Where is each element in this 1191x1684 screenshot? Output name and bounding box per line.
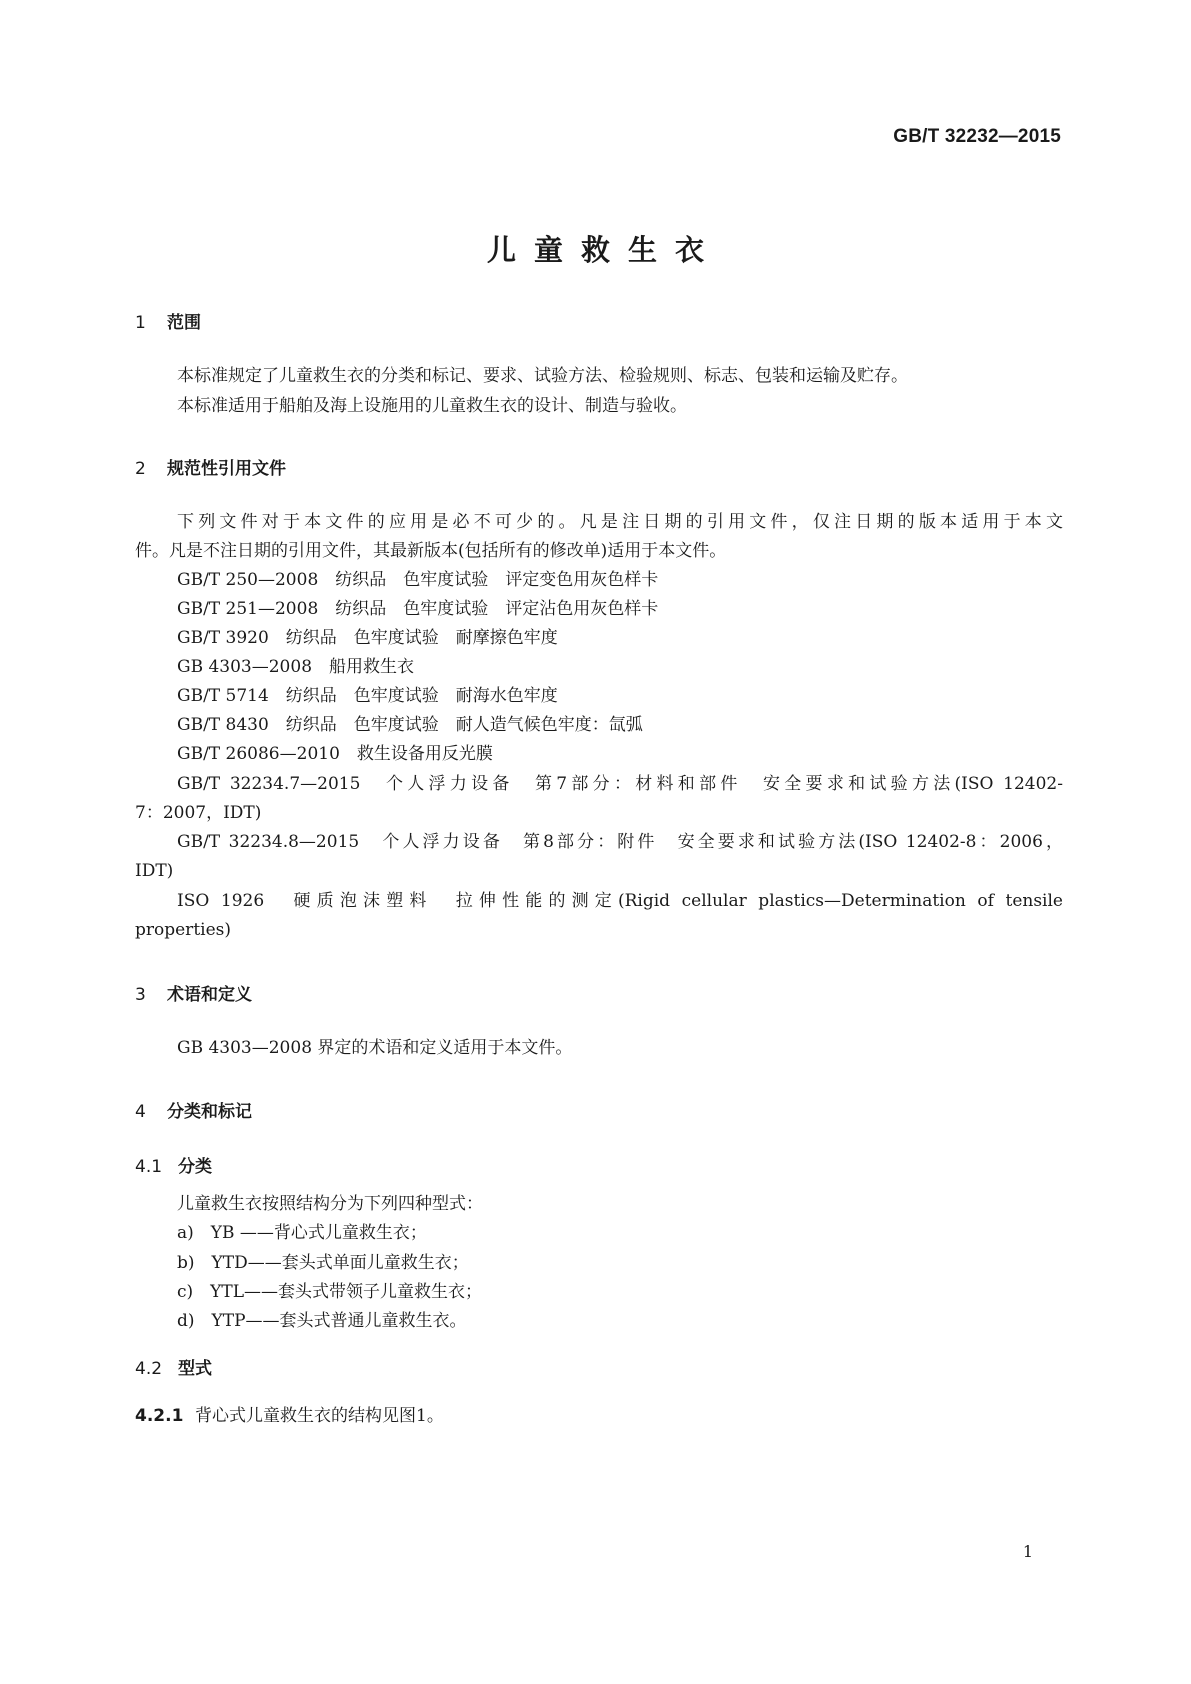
paragraph-continuation: 件。凡是不注日期的引用文件，其最新版本(包括所有的修改单)适用于本文件。 xyxy=(135,541,727,561)
paragraph: 本标准规定了儿童救生衣的分类和标记、要求、试验方法、检验规则、标志、包装和运输及贮存。 xyxy=(177,366,908,386)
clause-text: 背心式儿童救生衣的结构见图1。 xyxy=(195,1406,444,1426)
section-title: 分类和标记 xyxy=(167,1102,252,1122)
section-title: 范围 xyxy=(167,313,201,333)
clause-4-2-1 xyxy=(135,1401,444,1426)
reference-item: GB/T 5714 纺织品 色牢度试验 耐海水色牢度 xyxy=(177,686,558,706)
section-number: 4 xyxy=(135,1102,146,1122)
paragraph: GB 4303—2008 界定的术语和定义适用于本文件。 xyxy=(177,1038,573,1058)
paragraph: 本标准适用于船舶及海上设施用的儿童救生衣的设计、制造与验收。 xyxy=(177,396,687,416)
section-1-heading xyxy=(135,308,201,333)
section-title: 规范性引用文件 xyxy=(167,459,286,479)
subsection-number: 4.2 xyxy=(135,1359,163,1379)
reference-item-continuation: IDT) xyxy=(135,861,174,881)
paragraph: 儿童救生衣按照结构分为下列四种型式： xyxy=(177,1194,483,1214)
reference-item-continuation: properties) xyxy=(135,920,231,940)
subsection-number: 4.1 xyxy=(135,1157,163,1177)
list-item: d) YTP——套头式普通儿童救生衣。 xyxy=(177,1311,467,1331)
subsection-4-2-heading xyxy=(135,1354,212,1379)
list-item: c) YTL——套头式带领子儿童救生衣； xyxy=(177,1282,483,1302)
reference-item: GB/T 32234.7—2015 个人浮力设备 第7部分：材料和部件 安全要求和试验方法(ISO 12402- xyxy=(177,774,1063,794)
reference-item: GB/T 3920 纺织品 色牢度试验 耐摩擦色牢度 xyxy=(177,628,558,648)
clause-number: 4.2.1 xyxy=(135,1406,184,1426)
section-title: 术语和定义 xyxy=(167,985,252,1005)
section-4-heading xyxy=(135,1097,252,1122)
reference-item: GB/T 8430 纺织品 色牢度试验 耐人造气候色牢度：氙弧 xyxy=(177,715,643,735)
section-3-heading xyxy=(135,980,252,1005)
subsection-title: 型式 xyxy=(178,1359,212,1379)
paragraph: 下列文件对于本文件的应用是必不可少的。凡是注日期的引用文件，仅注日期的版本适用于本文 xyxy=(177,512,1063,532)
section-number: 1 xyxy=(135,313,146,333)
reference-item: GB/T 26086—2010 救生设备用反光膜 xyxy=(177,744,493,764)
reference-item: ISO 1926 硬质泡沫塑料 拉伸性能的测定(Rigid cellular plastics—Determination of tensile xyxy=(177,891,1063,911)
section-number: 3 xyxy=(135,985,146,1005)
page-number: 1 xyxy=(1022,1542,1033,1561)
reference-item-continuation: 7：2007，IDT) xyxy=(135,803,262,823)
standard-code: GB/T 32232—2015 xyxy=(893,126,1061,147)
subsection-title: 分类 xyxy=(178,1157,212,1177)
list-item: a) YB ——背心式儿童救生衣； xyxy=(177,1223,427,1243)
section-number: 2 xyxy=(135,459,146,479)
document-title: 儿童救生衣 xyxy=(486,233,722,267)
reference-item: GB/T 250—2008 纺织品 色牢度试验 评定变色用灰色样卡 xyxy=(177,570,659,590)
reference-item: GB 4303—2008 船用救生衣 xyxy=(177,657,415,677)
section-2-heading xyxy=(135,454,286,479)
reference-item: GB/T 32234.8—2015 个人浮力设备 第8部分：附件 安全要求和试验方法(ISO 12402-8：2006， xyxy=(177,832,1063,852)
list-item: b) YTD——套头式单面儿童救生衣； xyxy=(177,1253,469,1273)
reference-item: GB/T 251—2008 纺织品 色牢度试验 评定沾色用灰色样卡 xyxy=(177,599,659,619)
subsection-4-1-heading xyxy=(135,1152,212,1177)
